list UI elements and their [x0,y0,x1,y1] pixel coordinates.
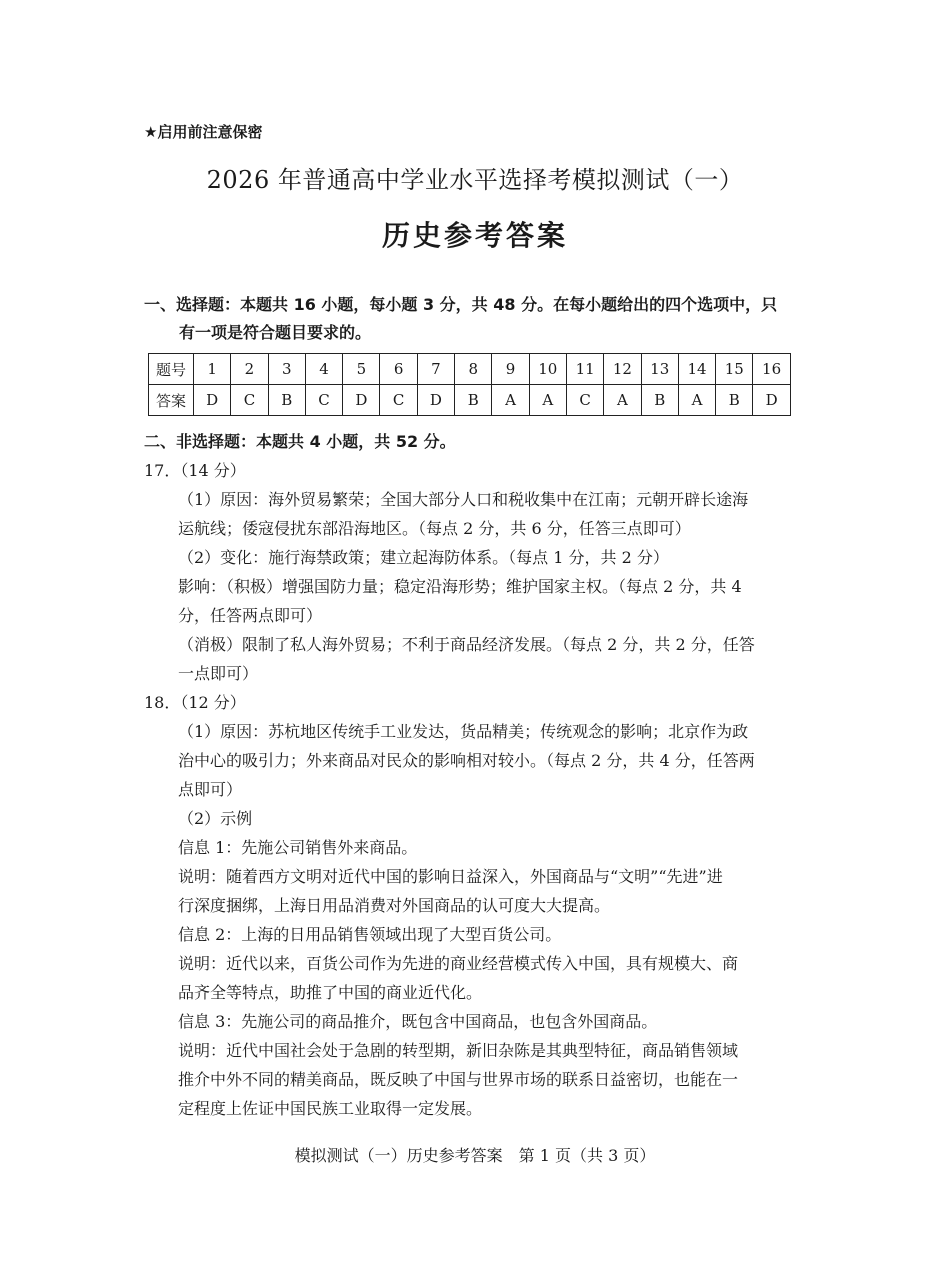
answer-cell: C [305,385,342,416]
question-number: 12 [604,354,641,385]
q17-heading: 17．（14 分） [144,461,246,480]
q18-explain1-line1: 说明：随着西方文明对近代中国的影响日益深入，外国商品与“文明”“先进”进 [178,867,723,886]
question-number: 16 [753,354,790,385]
answer-cell: C [566,385,603,416]
question-number: 13 [641,354,678,385]
answers-body [144,456,812,1123]
question-number: 8 [455,354,492,385]
answer-cell: B [268,385,305,416]
answer-cell: A [492,385,529,416]
q17-part1-line1: （1）原因：海外贸易繁荣；全国大部分人口和税收集中在江南；元朝开辟长途海 [178,490,749,509]
answer-cell: D [753,385,790,416]
q18-explain2-line2: 品齐全等特点，助推了中国的商业近代化。 [178,983,483,1002]
question-number: 6 [380,354,417,385]
question-number-row [149,354,791,385]
answer-cell: A [678,385,715,416]
q18-part2: （2）示例 [178,809,253,828]
q18-explain2-line1: 说明：近代以来，百货公司作为先进的商业经营模式传入中国，具有规模大、商 [178,954,739,973]
answer-cell: B [455,385,492,416]
answer-cell: B [716,385,753,416]
section1-heading [144,291,812,347]
q17-part1-line2: 运航线；倭寇侵扰东部沿海地区。（每点 2 分，共 6 分，任答三点即可） [178,519,691,538]
section2-heading: 二、非选择题：本题共 4 小题，共 52 分。 [144,432,456,451]
q18-explain3-line3: 定程度上佐证中国民族工业取得一定发展。 [178,1099,483,1118]
q18-info3: 信息 3：先施公司的商品推介，既包含中国商品，也包含外国商品。 [178,1012,658,1031]
q18-explain3-line1: 说明：近代中国社会处于急剧的转型期，新旧杂陈是其典型特征，商品销售领域 [178,1041,739,1060]
question-number: 1 [194,354,231,385]
q17-negative-line2: 一点即可） [178,664,259,683]
q18-part1-line3: 点即可） [178,780,243,799]
answer-row [149,385,791,416]
question-number: 9 [492,354,529,385]
answer-cell: D [194,385,231,416]
question-number: 15 [716,354,753,385]
q18-info1: 信息 1：先施公司销售外来商品。 [178,838,418,857]
question-number: 5 [343,354,380,385]
q17-part2: （2）变化：施行海禁政策；建立起海防体系。（每点 1 分，共 2 分） [178,548,669,567]
row-label-number: 题号 [149,354,194,385]
question-number: 3 [268,354,305,385]
q18-explain1-line2: 行深度捆绑，上海日用品消费对外国商品的认可度大大提高。 [178,896,611,915]
section1-line2: 有一项是符合题目要求的。 [179,323,372,342]
page-footer: 模拟测试（一）历史参考答案 第 1 页（共 3 页） [294,1146,656,1165]
q18-info2: 信息 2：上海的日用品销售领域出现了大型百货公司。 [178,925,562,944]
row-label-answer: 答案 [149,385,194,416]
section1-line1: 一、选择题：本题共 16 小题，每小题 3 分，共 48 分。在每小题给出的四个选项中，只 [144,295,778,314]
answer-cell: C [380,385,417,416]
answer-cell: B [641,385,678,416]
q18-part1-line1: （1）原因：苏杭地区传统手工业发达，货品精美；传统观念的影响；北京作为政 [178,722,749,741]
answer-cell: D [343,385,380,416]
answer-table [148,353,791,416]
answer-cell: D [417,385,454,416]
q18-heading: 18．（12 分） [144,693,246,712]
question-number: 10 [529,354,566,385]
answer-cell: A [529,385,566,416]
q17-impact-line2: 分，任答两点即可） [178,606,323,625]
question-number: 4 [305,354,342,385]
exam-title: 2026 年普通高中学业水平选择考模拟测试（一） [206,166,744,194]
q17-negative-line1: （消极）限制了私人海外贸易；不利于商品经济发展。（每点 2 分，共 2 分，任答 [178,635,755,654]
q18-explain3-line2: 推介中外不同的精美商品，既反映了中国与世界市场的联系日益密切，也能在一 [178,1070,739,1089]
answer-cell: A [604,385,641,416]
confidential-notice: ★启用前注意保密 [144,123,263,141]
answer-title: 历史参考答案 [381,219,568,252]
answer-cell: C [231,385,268,416]
q17-impact-line1: 影响：（积极）增强国防力量；稳定沿海形势；维护国家主权。（每点 2 分，共 4 [178,577,742,596]
question-number: 2 [231,354,268,385]
question-number: 11 [566,354,603,385]
question-number: 7 [417,354,454,385]
question-number: 14 [678,354,715,385]
q18-part1-line2: 治中心的吸引力；外来商品对民众的影响相对较小。（每点 2 分，共 4 分，任答两 [178,751,755,770]
